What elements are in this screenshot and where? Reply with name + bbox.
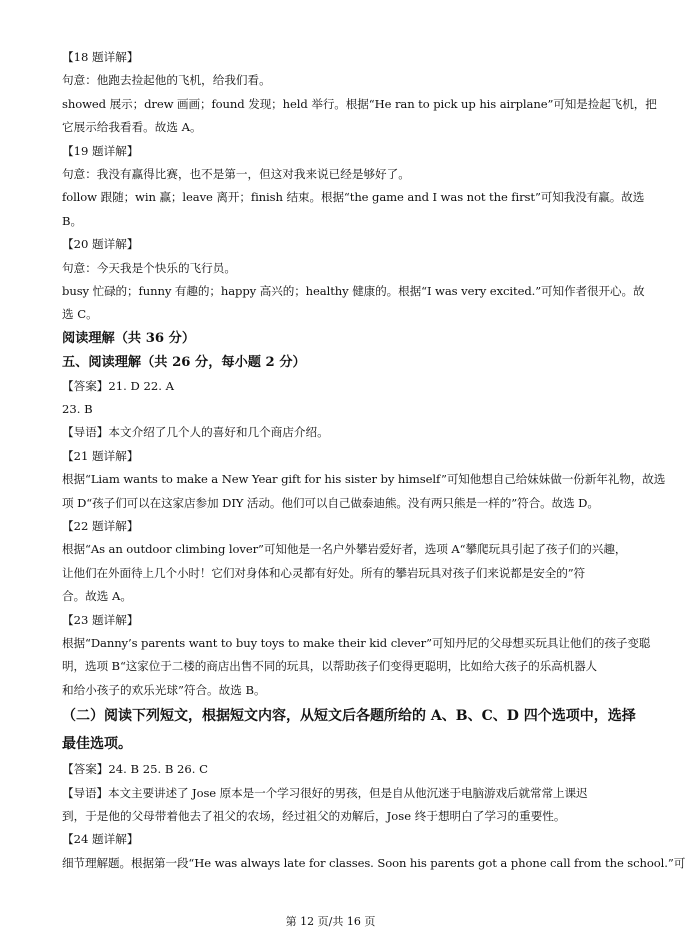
heading-q24: 【24 题详解】	[62, 832, 139, 847]
q22-explanation: 根据“As an outdoor climbing lover”可知他是一名户外攀岩爱好者，选项 A“攀爬玩具引起了孩子们的兴趣，	[62, 542, 627, 557]
answers-24-26: 【答案】24. B 25. B 26. C	[62, 762, 209, 777]
q19-explanation-cont: B。	[62, 213, 83, 228]
answers-21-22: 【答案】21. D 22. A	[62, 378, 174, 393]
heading-q22: 【22 题详解】	[62, 519, 139, 534]
q21-explanation: 根据“Liam wants to make a New Year gift for his sister by himself”可知他想自己给妹妹做一份新年礼物，故选	[62, 472, 666, 487]
q22-explanation-cont: 让他们在外面待上几个小时！它们对身体和心灵都有好处。所有的攀岩玩具对孩子们来说都是安全的”符	[62, 565, 586, 580]
q23-explanation: 根据“Danny’s parents want to buy toys to make their kid clever”可知丹尼的父母想买玩具让他们的孩子变聪	[62, 635, 651, 650]
q23-explanation-cont: 明，选项 B“这家位于二楼的商店出售不同的玩具，以帮助孩子们变得更聪明，比如给大孩子的乐高机器人	[62, 659, 598, 674]
q22-explanation-end: 合。故选 A。	[62, 589, 133, 604]
heading-q18: 【18 题详解】	[62, 50, 139, 64]
q19-explanation: follow 跟随；win 赢；leave 离开；finish 结束。根据“the game and I was not the first”可知我没有赢。故选	[62, 190, 645, 205]
section-title-part2-cont: 最佳选项。	[62, 736, 132, 753]
q18-explanation-cont: 它展示给我看看。故选 A。	[62, 120, 202, 135]
heading-q20: 【20 题详解】	[62, 237, 139, 252]
q20-meaning: 句意：今天我是个快乐的飞行员。	[62, 260, 236, 275]
intro-part5: 【导语】本文介绍了几个人的喜好和几个商店介绍。	[62, 425, 329, 440]
page-number: 第 12 页/共 16 页	[285, 915, 376, 928]
q18-meaning: 句意：他跑去捡起他的飞机，给我们看。	[62, 73, 271, 88]
q20-explanation: busy 忙碌的；funny 有趣的；happy 高兴的；healthy 健康的。根据“I was very excited.”可知作者很开心。故	[62, 283, 645, 298]
q24-explanation: 细节理解题。根据第一段“He was always late for classes. Soon his parents got a phone call from the school.”可	[62, 855, 685, 870]
heading-q19: 【19 题详解】	[62, 143, 139, 158]
intro-part2-cont: 到，于是他的父母带着他去了祖父的农场，经过祖父的劝解后，Jose 终于想明白了学习的重要性。	[62, 808, 566, 823]
q20-explanation-cont: 选 C。	[62, 307, 98, 322]
section-title-part2: （二）阅读下列短文，根据短文内容，从短文后各题所给的 A、B、C、D 四个选项中，选择	[62, 708, 636, 725]
heading-q23: 【23 题详解】	[62, 612, 139, 627]
q23-explanation-end: 和给小孩子的欢乐光球”符合。故选 B。	[62, 682, 266, 697]
section-title-part5: 五、阅读理解（共 26 分，每小题 2 分）	[62, 354, 306, 370]
q21-explanation-cont: 项 D“孩子们可以在这家店参加 DIY 活动。他们可以自己做泰迪熊。没有两只熊是一样的”符合。故选 D。	[62, 495, 599, 510]
q19-meaning: 句意：我没有赢得比赛，也不是第一，但这对我来说已经是够好了。	[62, 166, 410, 181]
heading-q21: 【21 题详解】	[62, 448, 139, 463]
answers-23: 23. B	[62, 402, 93, 417]
document-body	[62, 46, 685, 875]
intro-part2: 【导语】本文主要讲述了 Jose 原本是一个学习很好的男孩，但是自从他沉迷于电脑游戏后就常常上课迟	[62, 785, 588, 800]
section-title-reading: 阅读理解（共 36 分）	[62, 330, 196, 346]
q18-explanation: showed 展示；drew 画画；found 发现；held 举行。根据“He ran to pick up his airplane”可知是捡起飞机，把	[62, 96, 657, 111]
